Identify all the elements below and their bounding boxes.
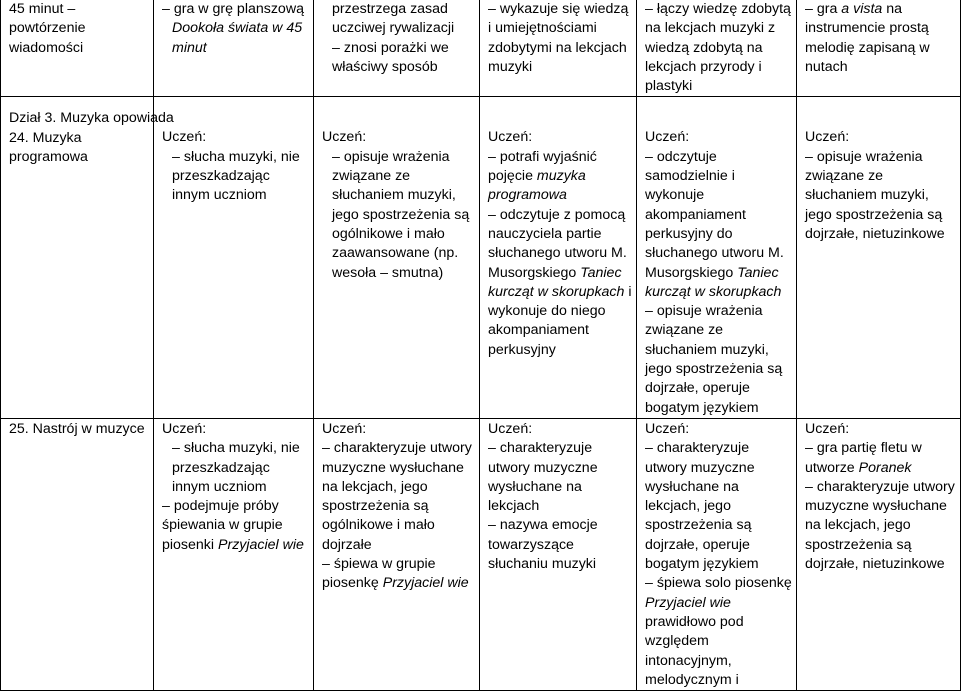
cell-col4: Uczeń: – charakteryzuje utwory muzyczne wysłuchane na lekcjach, jego spostrzeżenia są dojrzałe, operuje bogatym językiem – śpiewa solo piosenkę Przyjaciel wie prawidłowo pod względem intonacyjnym, melodycznym i <box>637 418 797 690</box>
table-row <box>1 97 961 418</box>
cell-col3: Uczeń: – potrafi wyjaśnić pojęcie muzyka programowa – odczytuje z pomocą nauczyciela partie słuchanego utworu M. Musorgskiego Taniec kurcząt w skorupkach i wykonuje do niego akompaniament perkusyjny <box>480 97 637 418</box>
cell-col5: Uczeń: – opisuje wrażenia związane ze słuchaniem muzyki, jego spostrzeżenia są dojrzałe, nietuzinkowe <box>797 97 961 418</box>
cell-col1: Uczeń: – słucha muzyki, nie przeszkadzając innym uczniom <box>154 97 314 418</box>
cell-col5: Uczeń: – gra partię fletu w utworze Poranek – charakteryzuje utwory muzyczne wysłuchane na lekcjach, jego spostrzeżenia są dojrzałe, nietuzinkowe <box>797 418 961 690</box>
cell-col3: Uczeń: – charakteryzuje utwory muzyczne wysłuchane na lekcjach – nazywa emocje towarzyszące słuchaniu muzyki <box>480 418 637 690</box>
cell-col2: Uczeń: – opisuje wrażenia związane ze słuchaniem muzyki, jego spostrzeżenia są ogólnikowe i mało zaawansowane (np. wesoła – smutna) <box>314 97 480 418</box>
cell-col1: Uczeń: – słucha muzyki, nie przeszkadzając innym uczniom – podejmuje próby śpiewania w grupie piosenki Przyjaciel wie <box>154 418 314 690</box>
cell-col4: – łączy wiedzę zdobytą na lekcjach muzyki z wiedzą zdobytą na lekcjach przyrody i plastyki <box>637 0 797 97</box>
cell-lesson-title: 25. Nastrój w muzyce <box>1 418 154 690</box>
cell-col2: przestrzega zasad uczciwej rywalizacji – znosi porażki we właściwy sposób <box>314 0 480 97</box>
cell-col2: Uczeń: – charakteryzuje utwory muzyczne wysłuchane na lekcjach, jego spostrzeżenia są ogólnikowe i mało dojrzałe – śpiewa w grupie piosenkę Przyjaciel wie <box>314 418 480 690</box>
cell-col1: – gra w grę planszową Dookoła świata w 45 minut <box>154 0 314 97</box>
table-row <box>1 418 961 690</box>
cell-lesson-title: Dział 3. Muzyka opowiada 24. Muzyka programowa <box>1 97 154 418</box>
cell-col5: – gra a vista na instrumencie prostą melodię zapisaną w nutach <box>797 0 961 97</box>
section-heading: Dział 3. Muzyka opowiada <box>9 110 174 127</box>
cell-col3: – wykazuje się wiedzą i umiejętnościami zdobytymi na lekcjach muzyki <box>480 0 637 97</box>
cell-lesson-title: 45 minut – powtórzenie wiadomości <box>1 0 154 97</box>
cell-col4: Uczeń: – odczytuje samodzielnie i wykonuje akompaniament perkusyjny do słuchanego utworu M. Musorgskiego Taniec kurcząt w skorupkach – opisuje wrażenia związane ze słuchaniem muzyki, jego spostrzeżenia są dojrzałe, operuje bogatym językiem <box>637 97 797 418</box>
table-row <box>1 0 961 97</box>
